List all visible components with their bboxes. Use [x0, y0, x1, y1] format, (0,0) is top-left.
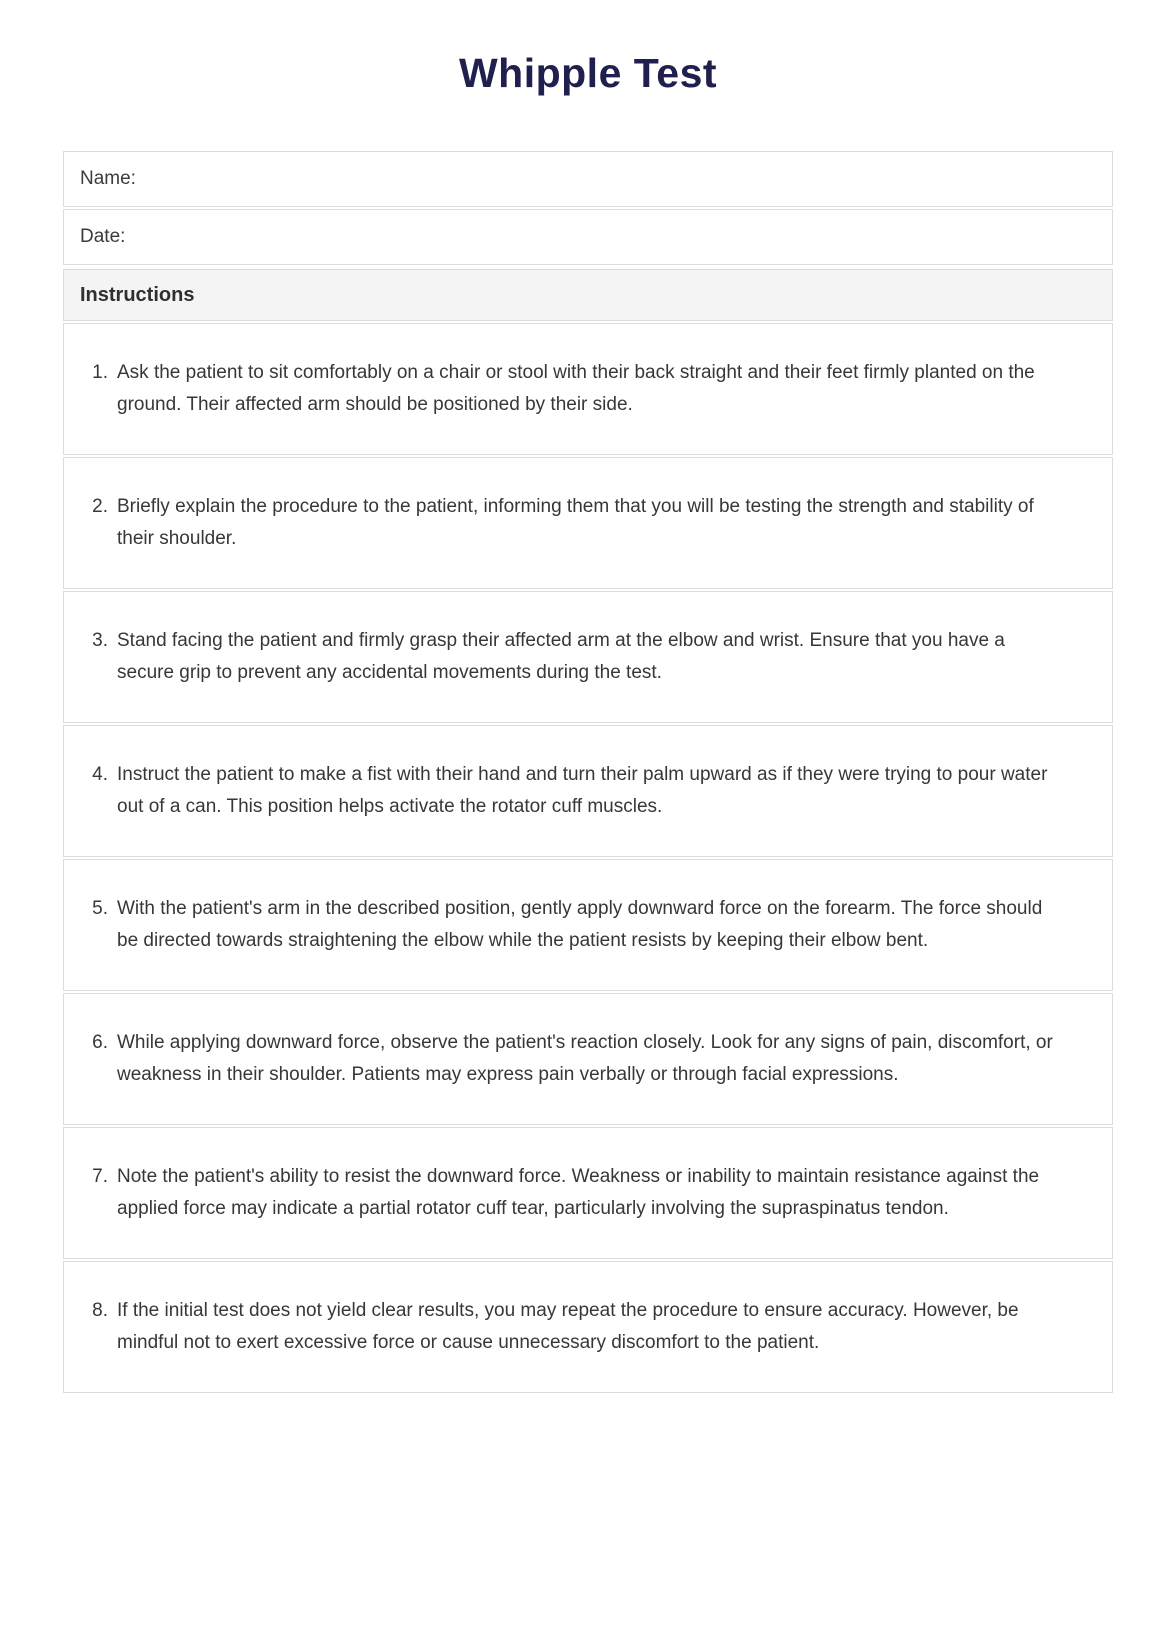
- date-value-area[interactable]: [133, 224, 1096, 250]
- date-field-row[interactable]: [63, 209, 1113, 265]
- item-number: 6.: [92, 1032, 108, 1054]
- instruction-item-5: [63, 859, 1113, 991]
- name-label: Name:: [80, 168, 136, 190]
- item-text: Note the patient's ability to resist the downward force. Weakness or inability to maintain resistance against the applied force may indicate a partial rotator cuff tear, particularly involving the supraspinatus tendon.: [117, 1166, 1040, 1220]
- item-text: Ask the patient to sit comfortably on a chair or stool with their back straight and their feet firmly planted on the ground. Their affected arm should be positioned by their side.: [117, 362, 1035, 416]
- item-text: With the patient's arm in the described position, gently apply downward force on the forearm. The force should be directed towards straightening the elbow while the patient resists by keeping their elbow bent.: [117, 898, 1043, 952]
- form-table: [63, 151, 1113, 1393]
- item-number: 3.: [92, 630, 108, 652]
- item-number: 4.: [92, 764, 108, 786]
- item-text: If the initial test does not yield clear results, you may repeat the procedure to ensure accuracy. However, be mindful not to exert excessive force or cause unnecessary discomfort to the patient.: [117, 1300, 1019, 1354]
- name-value-area[interactable]: [144, 166, 1096, 192]
- item-text: Instruct the patient to make a fist with their hand and turn their palm upward as if they were trying to pour water out of a can. This position helps activate the rotator cuff muscles.: [117, 764, 1048, 818]
- instructions-header: Instructions: [63, 269, 1113, 321]
- instruction-item-4: [63, 725, 1113, 857]
- item-text: Stand facing the patient and firmly grasp their affected arm at the elbow and wrist. Ensure that you have a secure grip to prevent any accidental movements during the test.: [117, 630, 1005, 684]
- page-title: Whipple Test: [458, 50, 718, 96]
- item-number: 2.: [92, 496, 108, 518]
- item-text: While applying downward force, observe the patient's reaction closely. Look for any signs of pain, discomfort, or weakness in their shoulder. Patients may express pain verbally or through facial expressions.: [117, 1032, 1053, 1086]
- instruction-item-1: [63, 323, 1113, 455]
- item-number: 1.: [92, 362, 108, 384]
- item-number: 7.: [92, 1166, 108, 1188]
- name-field-row[interactable]: [63, 151, 1113, 207]
- instruction-item-3: [63, 591, 1113, 723]
- item-number: 8.: [92, 1300, 108, 1322]
- item-text: Briefly explain the procedure to the patient, informing them that you will be testing the strength and stability of their shoulder.: [117, 496, 1034, 550]
- date-label: Date:: [80, 226, 126, 248]
- instruction-item-8: [63, 1261, 1113, 1393]
- instruction-item-2: [63, 457, 1113, 589]
- instruction-item-7: [63, 1127, 1113, 1259]
- instruction-item-6: [63, 993, 1113, 1125]
- item-number: 5.: [92, 898, 108, 920]
